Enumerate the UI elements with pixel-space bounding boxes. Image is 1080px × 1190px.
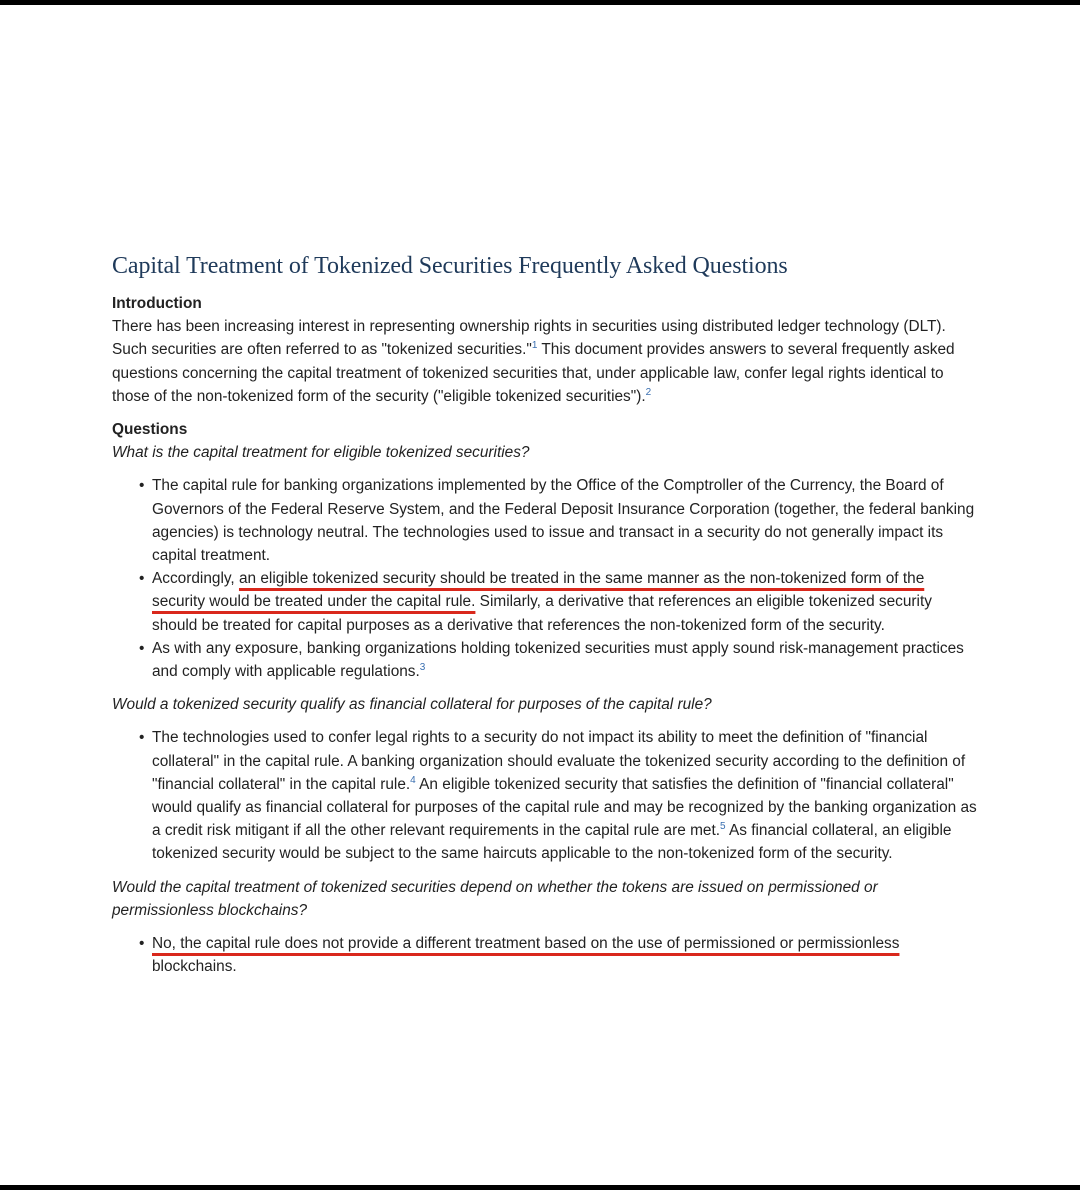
question-1-answers	[112, 474, 980, 683]
question-3: Would the capital treatment of tokenized securities depend on whether the tokens are issued on permissioned or permissionless blockchains?	[112, 878, 878, 919]
highlighted-statement: an eligible tokenized security should be treated in the same manner as the non-tokenized form of the security would be treated under the capital rule.	[152, 570, 925, 611]
footnote-4-link[interactable]: 4	[410, 774, 416, 786]
q1-bullet-3-text: As with any exposure, banking organizations holding tokenized securities must apply sound risk-management practices and comply with applicable regulations.	[152, 639, 964, 681]
bottom-border	[0, 1185, 1080, 1190]
q1-bullet-2-pre: Accordingly,	[152, 570, 239, 588]
q3-bullet-1-post: blockchains.	[152, 958, 237, 976]
intro-text-a: There has been increasing interest in representing ownership rights in securities using distributed ledger technology (DLT). Such securities are often referred to as "tokenized securities."	[112, 318, 946, 359]
intro-text-b: This document provides answers to several frequently asked questions concerning the capital treatment of tokenized securities that, under applicable law, confer legal rights identical to those of the non-tokenized form of the security ("eligible tokenized securities").	[112, 341, 955, 405]
highlighted-answer: No, the capital rule does not provide a different treatment based on the use of permissioned or permissionless	[152, 935, 900, 953]
top-border	[0, 0, 1080, 5]
list-item	[152, 567, 980, 637]
question-3-answers	[112, 932, 980, 978]
page-title: Capital Treatment of Tokenized Securities Frequently Asked Questions	[112, 253, 788, 279]
list-item	[152, 726, 980, 865]
footnote-2-link[interactable]: 2	[645, 386, 652, 398]
questions-heading: Questions	[112, 421, 188, 439]
q2-bullet-1-text-b: An eligible tokenized security that satisfies the definition of "financial collateral" would qualify as financial collateral for purposes of the capital rule and may be recognized by the banking organization as a credit risk mitigant if all the other relevant requirements in the capital rule are met.	[152, 775, 977, 840]
footnote-1-link[interactable]: 1	[531, 340, 538, 352]
document-body	[112, 250, 980, 988]
list-item	[152, 932, 980, 978]
q1-bullet-1-text: The capital rule for banking organizations implemented by the Office of the Comptroller of the Currency, the Board of Governors of the Federal Reserve System, and the Federal Deposit Insurance Corporation (together, the federal banking agencies) is technology neutral. The technologies used to issue and transact in a security do not generally impact its capital treatment.	[152, 477, 975, 565]
question-2-answers	[112, 726, 980, 865]
introduction-paragraph	[112, 315, 980, 408]
question-2: Would a tokenized security qualify as financial collateral for purposes of the capital rule?	[112, 696, 712, 714]
q2-bullet-1-text-c: As financial collateral, an eligible tokenized security would be subject to the same haircuts applicable to the non-tokenized form of the security.	[152, 822, 952, 863]
introduction-heading: Introduction	[112, 295, 202, 312]
footnote-3-link[interactable]: 3	[419, 661, 426, 673]
list-item	[152, 637, 980, 683]
q2-bullet-1-text-a: The technologies used to confer legal rights to a security do not impact its ability to meet the definition of "financial collateral" in the capital rule. A banking organization should evaluate the tokenized security according to the definition of "financial collateral" in the capital rule.	[152, 729, 966, 793]
question-1: What is the capital treatment for eligible tokenized securities?	[112, 444, 530, 462]
q1-bullet-2-post: Similarly, a derivative that references an eligible tokenized security should be treated for capital purposes as a derivative that references the non-tokenized form of the security.	[152, 593, 932, 634]
list-item	[152, 474, 980, 567]
footnote-5-link[interactable]: 5	[720, 821, 726, 833]
